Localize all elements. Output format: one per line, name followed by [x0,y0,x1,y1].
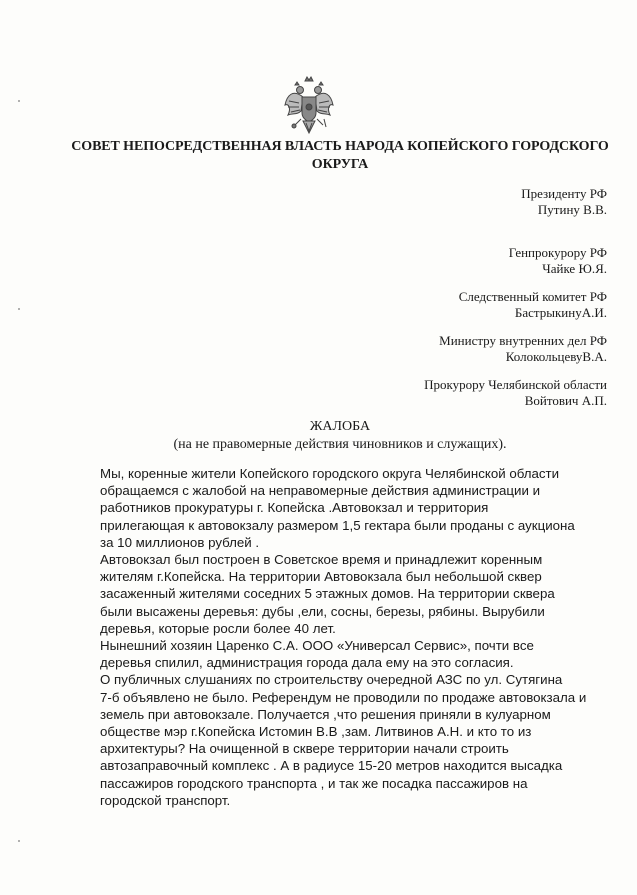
addressee-position: Президенту РФ [521,186,607,201]
addressee [509,245,607,277]
body-line: обществе мэр г.Копейска Истомин В.В ,зам. Литвинов А.Н. и кто то из [100,724,532,740]
body-line: Нынешний хозяин Царенко С.А. ООО «Универсал Сервис», почти все [100,638,534,654]
organization-title-line1: СОВЕТ НЕПОСРЕДСТВЕННАЯ ВЛАСТЬ НАРОДА КОПЕЙСКОГО ГОРОДСКОГО [71,139,609,154]
body-line: автозаправочный комплекс . А в радиусе 15-20 метров находится высадка [100,758,563,774]
scan-speck [18,840,20,842]
addressee-name: Чайке Ю.Я. [542,261,607,276]
addressee [459,289,607,321]
body-line: Мы, коренные жители Копейского городского округа Челябинской области [100,466,560,481]
addressee [521,186,607,218]
document-subtitle: (на не правомерные действия чиновников и служащих). [173,437,507,452]
body-line: деревья, которые росли более 40 лет. [100,620,336,636]
body-line: обращаемся с жалобой на неправомерные действия администрации и [100,483,540,499]
body-line: земель при автовокзале. Получается ,что решения приняли в кулуарном [100,706,551,722]
addressee-position: Генпрокурору РФ [508,245,607,260]
body-line: прилегающая к автовокзалу размером 1,5 гектара были проданы с аукциона [100,517,575,533]
document-title: ЖАЛОБА [309,419,371,434]
body-line: пассажиров городского транспорта , и так же посадка пассажиров на [100,775,528,791]
organization-title [60,138,620,174]
addressee-name: Путину В.В. [537,202,607,217]
addressee-position: Следственный комитет РФ [458,289,607,304]
addressee [439,333,607,365]
body-line: были высажены деревья: дубы ,ели, сосны, березы, рябины. Вырубили [100,603,545,619]
body-line: 7-б объявлено не было. Референдум не проводили по продаже автовокзала и [100,689,587,705]
body-line: архитектуры? На очищенной в сквере территории начали строить [100,741,509,757]
addressee-position: Министру внутренних дел РФ [439,333,607,348]
addressee-name: КолокольцевуВ.А. [505,349,607,364]
complaint-body [100,465,620,809]
body-line: деревья спилил, администрация города дала ему на это согласия. [100,655,514,671]
russian-coat-of-arms-icon [283,75,335,137]
organization-title-line2: ОКРУГА [311,157,369,172]
body-line: засаженный жителями соседних 5 этажных домов. На территории сквера [100,586,555,602]
body-line: О публичных слушаниях по строительству очередной АЗС по ул. Сутягина [100,672,563,688]
body-line: жителям г.Копейска. На территории Автовокзала был небольшой сквер [100,569,542,585]
addressee-position: Прокурору Челябинской области [424,377,607,392]
body-line: за 10 миллионов рублей . [100,534,260,550]
scan-speck [18,308,20,310]
addressee-name: БастрыкинуА.И. [514,305,607,320]
body-line: Автовокзал был построен в Советское время и принадлежит коренным [100,552,543,568]
body-line: городской транспорт. [100,792,231,808]
addressee-name: Войтович А.П. [524,393,607,408]
addressee [424,377,607,409]
body-line: работников прокуратуры г. Копейска .Автовокзал и территория [100,500,489,516]
scan-speck [18,100,20,102]
